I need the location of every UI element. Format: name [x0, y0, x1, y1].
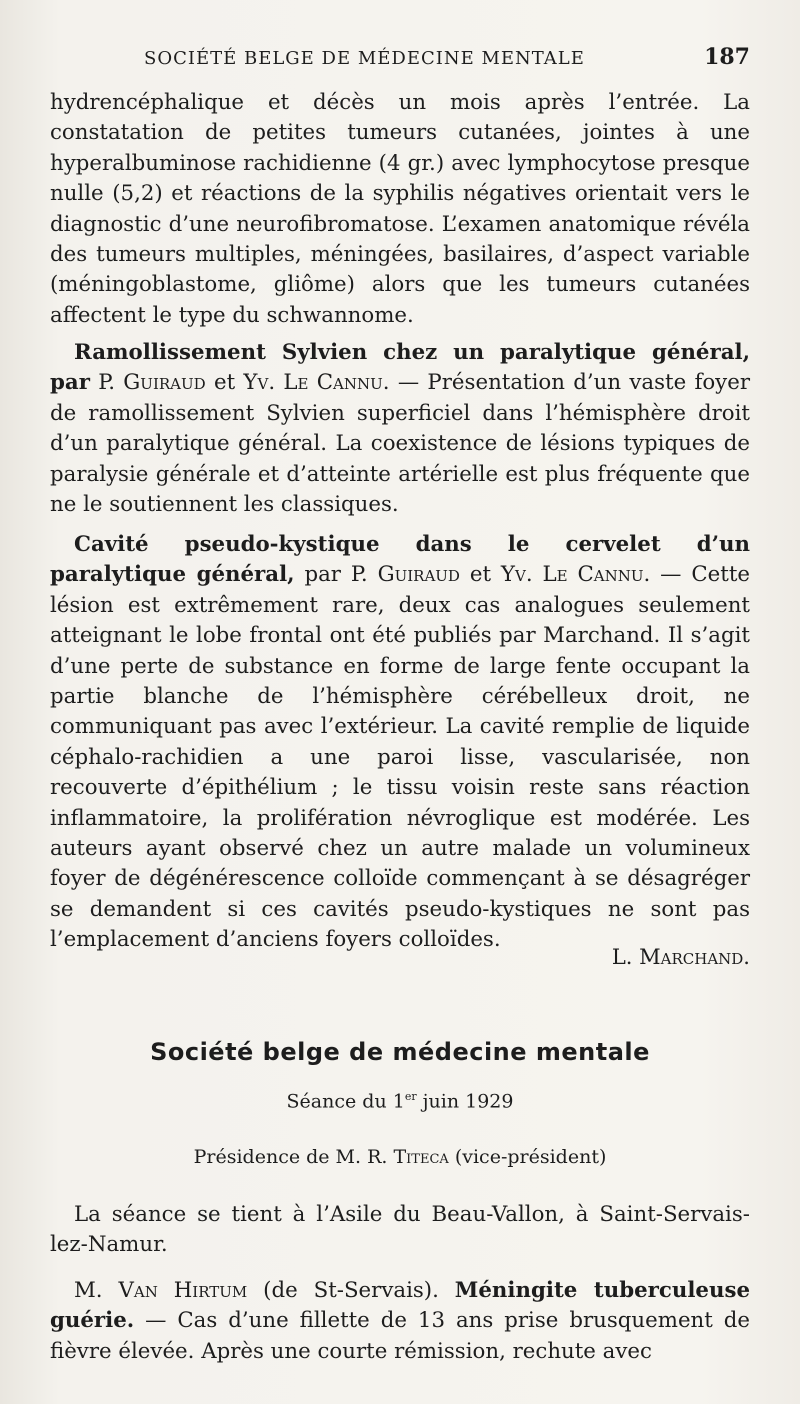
session-date: [50, 1090, 750, 1112]
paragraph-seance-lieu: [50, 1200, 750, 1261]
author-name: P. Guiraud: [98, 370, 206, 396]
signature: [50, 942, 750, 972]
signature-initial: L.: [611, 945, 640, 969]
paragraph-text: . — Présentation d’un vaste foyer de ramollissement Sylvien superficiel dans l’hémisphère droit d’un paralytique général. La coexistence de lésions typiques de paralysie générale et d’atteinte artérielle est plus fréquente que ne le soutiennent les classiques.: [50, 370, 750, 518]
paragraph-text: — Cas d’une fillette de 13 ans prise brusquement de fièvre élevée. Après une courte rémission, rechute avec: [50, 1308, 750, 1364]
running-header: [140, 44, 750, 74]
session-date-suffix: juin 1929: [416, 1090, 514, 1113]
paragraph-hydrencephalie: [50, 88, 750, 331]
author-name: P. Guiraud: [350, 562, 460, 588]
paragraph-cavite: [50, 530, 750, 956]
page-number: 187: [704, 44, 750, 70]
section-title: Société belge de médecine mentale: [150, 1038, 650, 1066]
paragraph-text: . — Cette lésion est extrêmement rare, deux cas analogues seulement atteignant le lobe frontal ont été publiés par Marchand. Il s’agit d’une perte de substance en forme de large fente occupant la partie blanche de l’hémisphère cérébelleux droit, ne communiquant pas avec l’extérieur. La cavité remplie de liquide céphalo-rachidien a une paroi lisse, vascularisée, non recouverte d’épithélium ; le tissu voisin reste sans réaction inflammatoire, la prolifération névroglique est modérée. Les auteurs ayant observé chez un autre malade un volumineux foyer de dégénérescence colloïde commençant à se désagréger se demandent si ces cavités pseudo-kystiques ne sont pas l’emplacement d’anciens foyers colloïdes.: [50, 562, 750, 953]
presidency-prefix: Présidence de M. R.: [193, 1146, 394, 1168]
paragraph-text: La séance se tient à l’Asile du Beau-Vallon, à Saint-Servais-lez-Namur.: [50, 1202, 750, 1258]
paragraph-body: [50, 338, 750, 520]
preposition: par: [294, 562, 351, 588]
paragraph-text: hydrencéphalique et décès un mois après l’entrée. La constatation de petites tumeurs cutanées, jointes à une hyperalbuminose rachidienne (4 gr.) avec lymphocytose presque nulle (5,2) et réactions de la syphilis négatives orientait vers le diagnostic d’une neurofibromatose. L’examen anatomique révéla des tumeurs multiples, méningées, basilaires, d’aspect variable (méningoblastome, gliôme) alors que les tumeurs cutanées affectent le type du schwannome.: [50, 90, 750, 328]
paragraph-meningite: [50, 1276, 750, 1367]
signature-name: Marchand.: [639, 945, 750, 969]
running-title: SOCIÉTÉ BELGE DE MÉDECINE MENTALE: [144, 48, 585, 69]
author-name: Yv. Le Cannu: [243, 370, 383, 396]
conjunction: et: [205, 370, 244, 396]
author-name: Van Hirtum: [118, 1278, 248, 1303]
conjunction: et: [459, 562, 501, 588]
paragraph-heading: Cavité pseudo-kystique dans le cervelet d’un paralytique général,: [50, 532, 750, 588]
paragraph-heading: Méningite tuberculeuse guérie.: [50, 1278, 750, 1334]
paragraph-body: [50, 530, 750, 956]
honorific: M.: [74, 1278, 119, 1303]
paragraph-body: [50, 1276, 750, 1367]
author-affiliation: (de St-Servais).: [247, 1278, 455, 1303]
presidency-line: [50, 1146, 750, 1168]
session-date-sup: er: [404, 1090, 417, 1103]
session-date-prefix: Séance du 1: [286, 1090, 405, 1113]
paragraph-heading: Ramollissement Sylvien chez un paralytique général, par: [50, 340, 750, 396]
president-name: Titeca: [393, 1146, 449, 1168]
presidency-suffix: (vice-président): [448, 1146, 607, 1168]
author-name: Yv. Le Cannu: [500, 562, 644, 588]
paragraph-ramollissement: [50, 338, 750, 520]
